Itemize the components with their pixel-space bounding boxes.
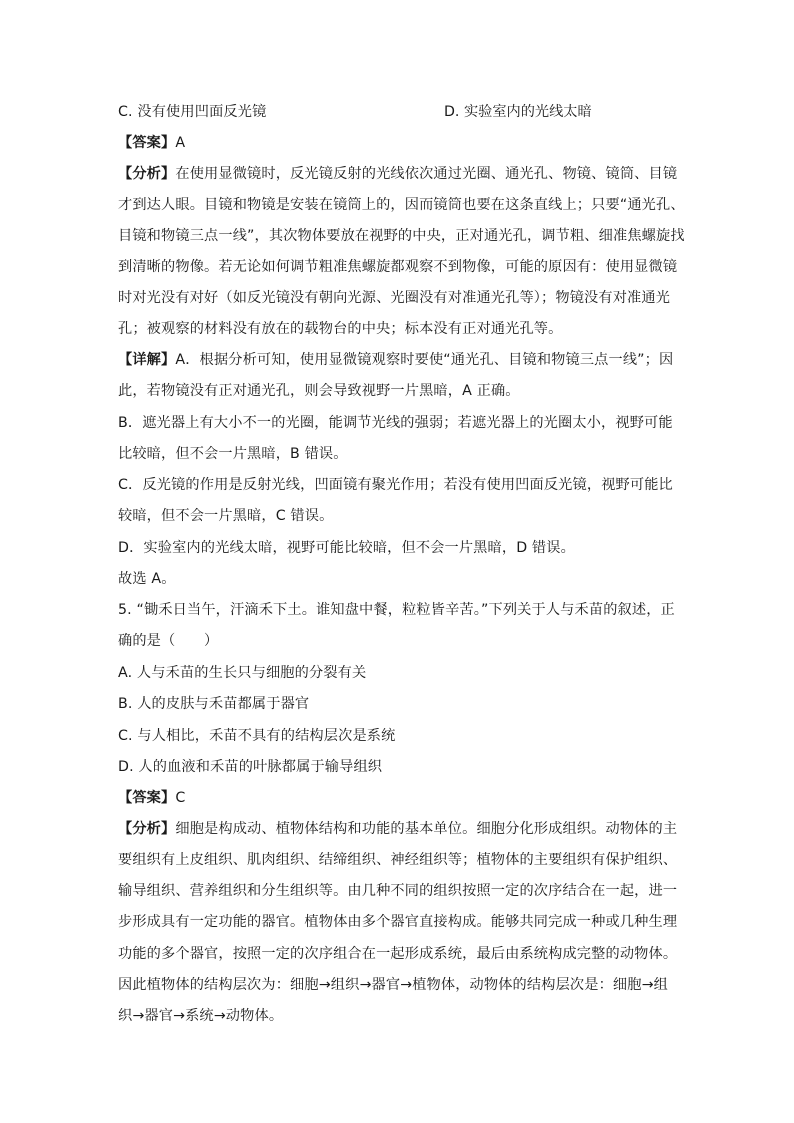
q5-answer xyxy=(118,788,185,808)
q4-analysis-line xyxy=(118,164,677,184)
q5-analysis-line: 输导组织、营养组织和分生组织等。由几种不同的组织按照一定的次序结合在一起，进一 xyxy=(118,883,678,899)
q5-option-b: B. 人的皮肤与禾苗都属于器官 xyxy=(118,696,310,712)
q4-analysis-line: 才到达人眼。目镜和物镜是安装在镜筒上的，因而镜筒也要在这条直线上；只要“通光孔、 xyxy=(118,197,685,213)
q5-stem-line: 5. “锄禾日当午，汗滴禾下土。谁知盘中餐，粒粒皆辛苦。”下列关于人与禾苗的叙述，正 xyxy=(118,602,675,618)
analysis-text: 在使用显微镜时，反光镜反射的光线依次通过光圈、通光孔、物镜、镜筒、目镜 xyxy=(175,166,678,182)
analysis-label: 【分析】 xyxy=(118,821,176,837)
q4-detail-line: 故选 A。 xyxy=(118,571,176,587)
q4-detail-line: 较暗，但不会一片黑暗，C 错误。 xyxy=(118,508,334,524)
q5-analysis-line: 织→器官→系统→动物体。 xyxy=(118,1008,284,1024)
analysis-text: 细胞是构成动、植物体结构和功能的基本单位。细胞分化形成组织。动物体的主 xyxy=(175,821,678,837)
q4-detail-line: 比较暗，但不会一片黑暗，B 错误。 xyxy=(118,446,348,462)
q4-detail-line: D．实验室内的光线太暗，视野可能比较暗，但不会一片黑暗，D 错误。 xyxy=(118,540,575,556)
q5-option-d: D. 人的血液和禾苗的叶脉都属于输导组织 xyxy=(118,759,383,775)
detail-text: A．根据分析可知，使用显微镜观察时要使“通光孔、目镜和物镜三点一线”；因 xyxy=(175,352,674,368)
q4-answer xyxy=(118,133,185,153)
q4-detail-line: B．遮光器上有大小不一的光圈，能调节光线的强弱；若遮光器上的光圈太小，视野可能 xyxy=(118,415,673,431)
q5-analysis-line: 因此植物体的结构层次为：细胞→组织→器官→植物体，动物体的结构层次是：细胞→组 xyxy=(118,977,668,993)
analysis-label: 【分析】 xyxy=(118,166,176,182)
q5-analysis-line: 功能的多个器官，按照一定的次序组合在一起形成系统，最后由系统构成完整的动物体。 xyxy=(118,946,678,962)
q5-analysis-line: 要组织有上皮组织、肌肉组织、结缔组织、神经组织等；植物体的主要组织有保护组织、 xyxy=(118,852,678,868)
q5-option-a: A. 人与禾苗的生长只与细胞的分裂有关 xyxy=(118,665,367,681)
answer-value: C xyxy=(175,790,186,806)
q5-analysis-line: 步形成具有一定功能的器官。植物体由多个器官直接构成。能够共同完成一种或几种生理 xyxy=(118,914,678,930)
q4-analysis-line: 时对光没有对好（如反光镜没有朝向光源、光圈没有对准通光孔等）；物镜没有对准通光 xyxy=(118,290,671,306)
q5-stem-line: 确的是（ ） xyxy=(118,633,219,649)
q4-detail-line xyxy=(118,350,673,370)
answer-value: A xyxy=(175,135,186,151)
q5-option-c: C. 与人相比，禾苗不具有的结构层次是系统 xyxy=(118,728,396,744)
answer-label: 【答案】 xyxy=(118,135,176,151)
q4-option-c: C. 没有使用凹面反光镜 xyxy=(118,104,267,120)
q4-detail-line: C．反光镜的作用是反射光线，凹面镜有聚光作用；若没有使用凹面反光镜，视野可能比 xyxy=(118,477,673,493)
answer-label: 【答案】 xyxy=(118,790,176,806)
detail-label: 【详解】 xyxy=(118,352,176,368)
q4-option-d: D. 实验室内的光线太暗 xyxy=(444,104,592,120)
q4-detail-line: 此，若物镜没有正对通光孔，则会导致视野一片黑暗，A 正确。 xyxy=(118,383,520,399)
q4-analysis-line: 到清晰的物像。若无论如何调节粗准焦螺旋都观察不到物像，可能的原因有：使用显微镜 xyxy=(118,259,678,275)
q4-analysis-line: 孔；被观察的材料没有放在的载物台的中央；标本没有正对通光孔等。 xyxy=(118,321,563,337)
q5-analysis-line xyxy=(118,819,677,839)
q4-analysis-line: 目镜和物镜三点一线”，其次物体要放在视野的中央，正对通光孔，调节粗、细准焦螺旋找 xyxy=(118,228,685,244)
